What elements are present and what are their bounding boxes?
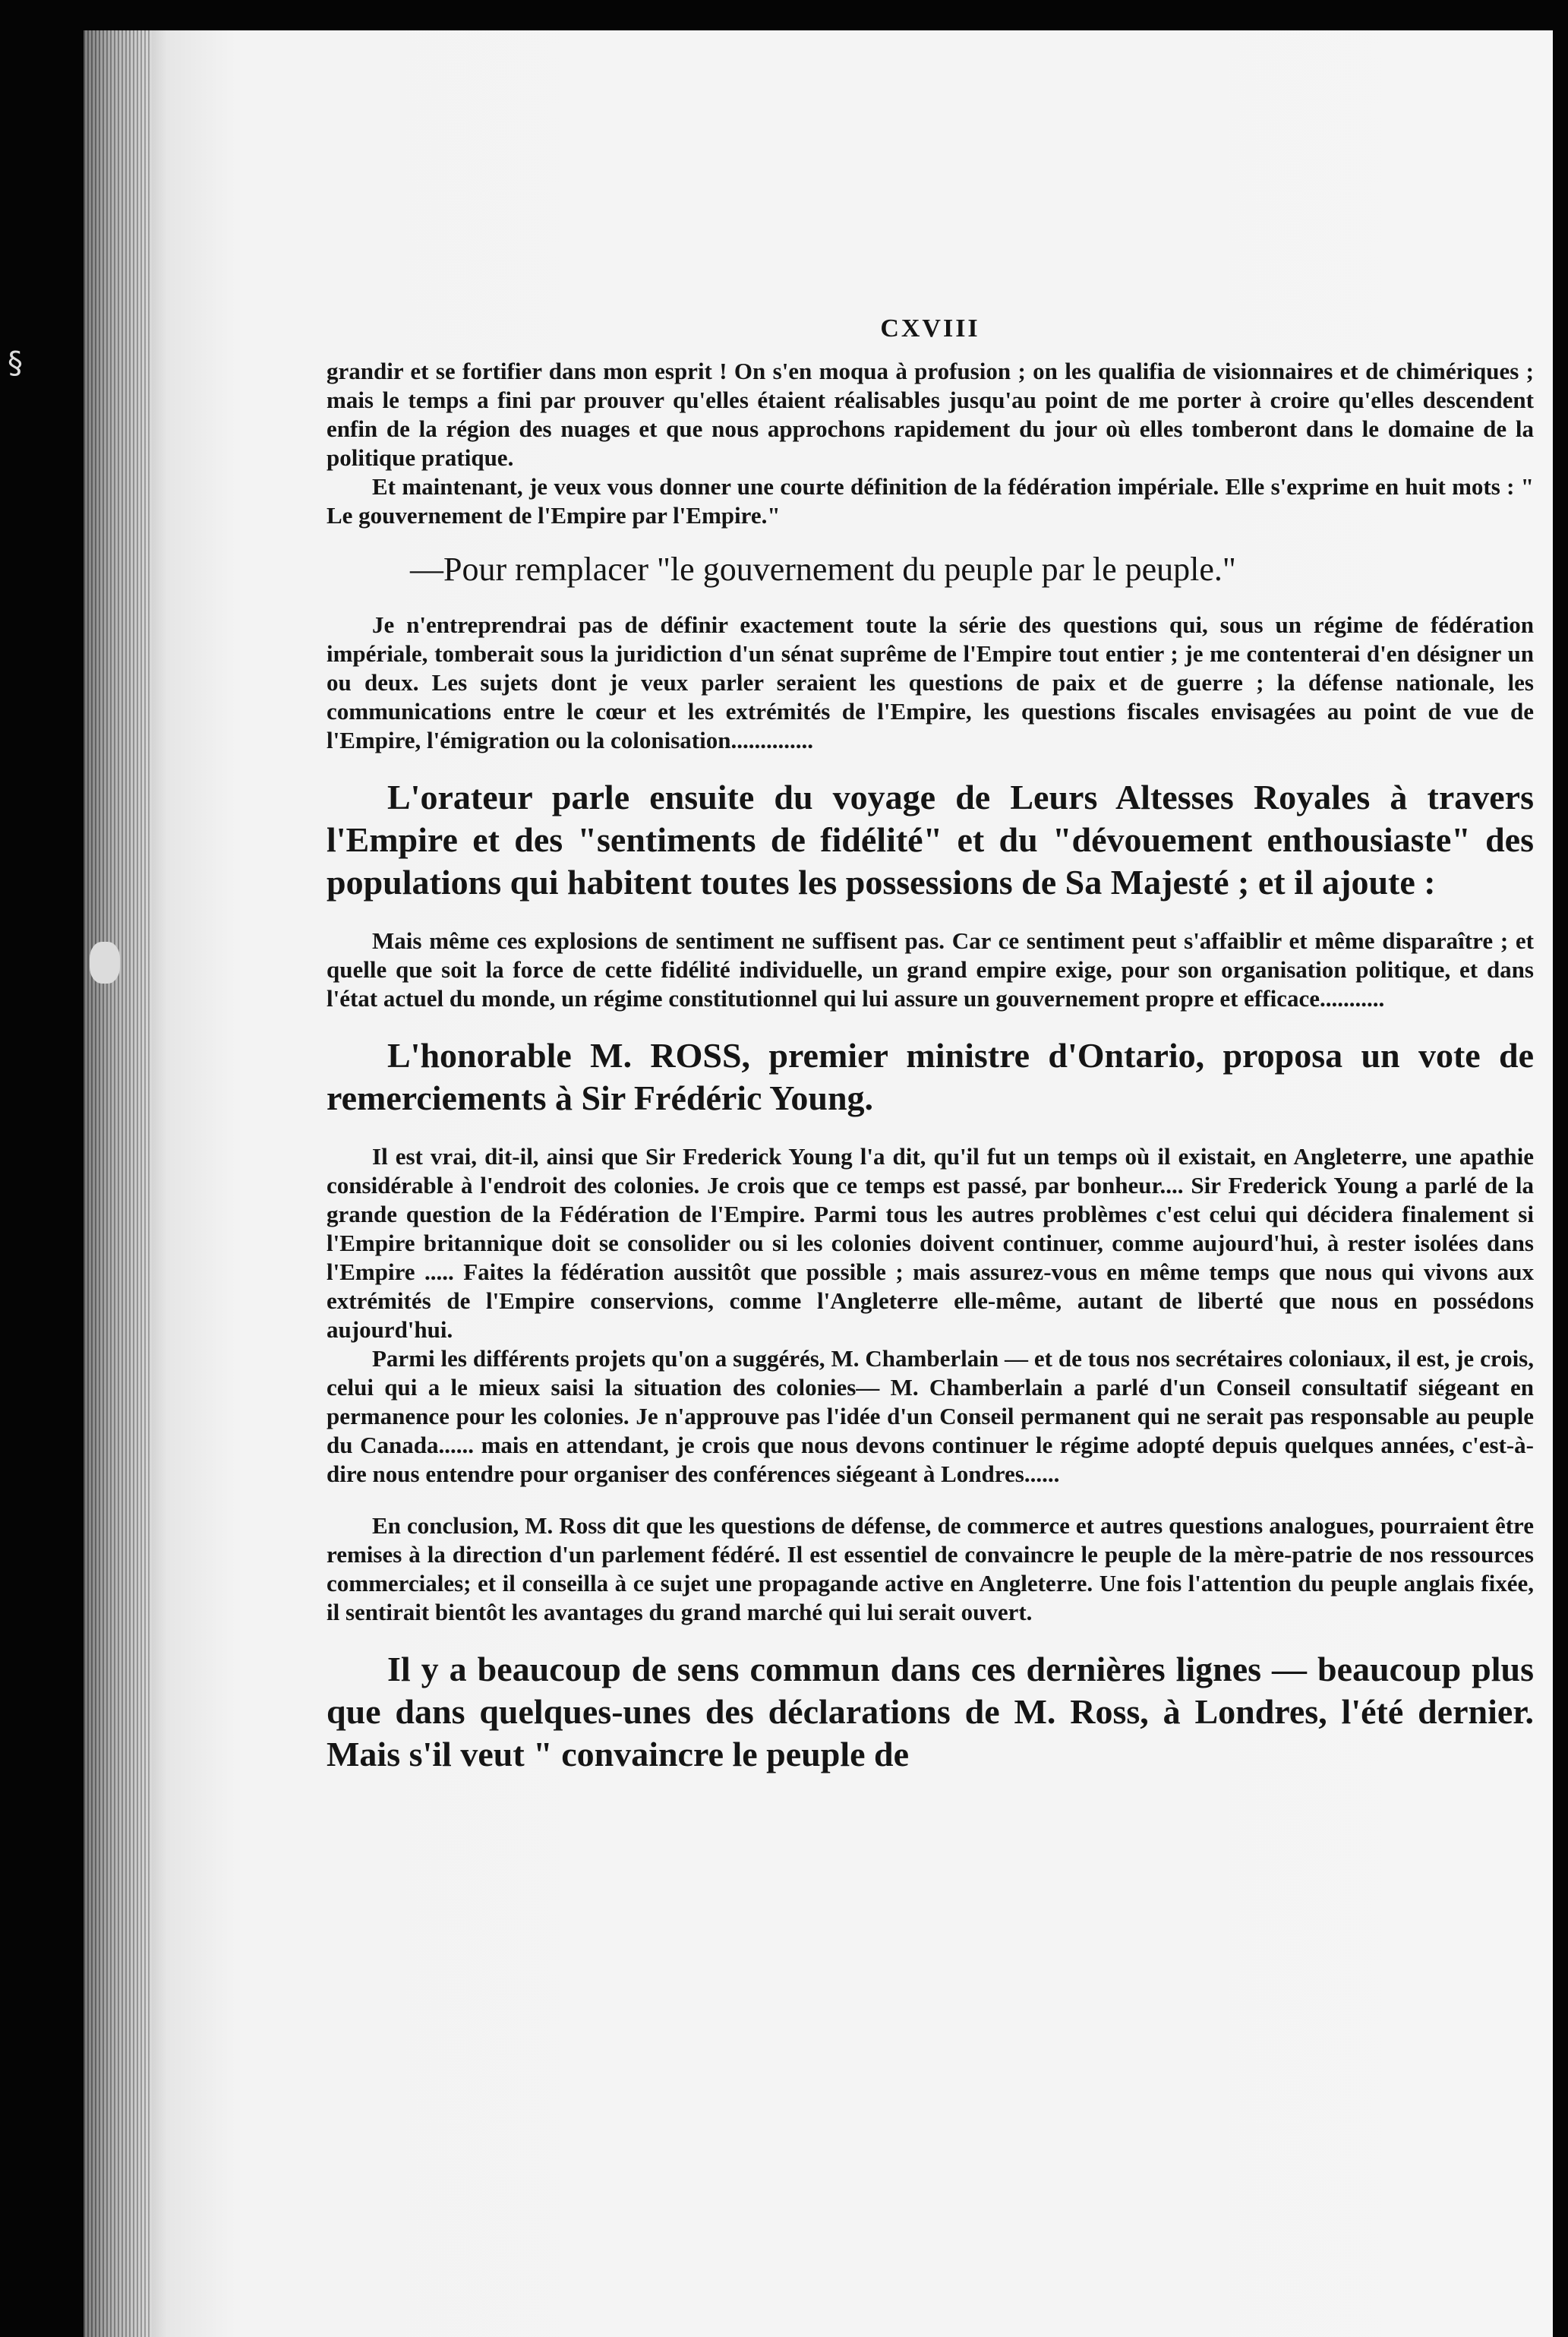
pull-quote: —Pour remplacer "le gouvernement du peuple par le peuple." [410, 551, 1236, 588]
paragraph-3: Je n'entreprendrai pas de définir exactement toute la série des questions qui, sous un régime de fédération impériale, tomberait sous la juridiction d'un sénat suprême de l'Empire tout entier ; je me contenterai d'en désigner un ou deux. Les sujets dont je veux parler seraient les questions de paix et de guerre ; la défense nationale, les communications entre le cœur et les extrémités de l'Empire, les questions fiscales envisagées au point de vue de l'Empire, l'émigration ou la colonisation.............. [327, 611, 1534, 753]
paper-blemish [90, 942, 120, 984]
paragraph-2: Et maintenant, je veux vous donner une courte définition de la fédération impériale. Elle s'exprime en huit mots : " Le gouvernement de l'Empire par l'Empire." [327, 473, 1534, 529]
paragraph-5: Il est vrai, dit-il, ainsi que Sir Frederick Young l'a dit, qu'il fut un temps où il existait, en Angleterre, une apathie considérable à l'endroit des colonies. Je crois que ce temps est passé, par bonheur.... Sir Frederick Young a parlé de la grande question de la Fédération de l'Empire. Parmi tous les autres problèmes c'est celui qui décidera finalement si l'Empire britannique doit se consolider ou si les colonies doivent continuer, comme aujourd'hui, à rester isolées dans l'Empire ..... Faites la fédération aussitôt que possible ; mais assurez-vous en même temps que nous qui vivons aux extrémités de l'Empire conservions, comme l'Angleterre elle-même, autant de liberté que nous en possédons aujourd'hui. [327, 1143, 1534, 1343]
scanned-page [84, 30, 1553, 2337]
commentary-1: L'orateur parle ensuite du voyage de Leurs Altesses Royales à travers l'Empire et des "sentiments de fidélité" et du "dévouement enthousiaste" des populations qui habitent toutes les possessions de Sa Majesté ; et il ajoute : [327, 778, 1534, 902]
commentary-3: Il y a beaucoup de sens commun dans ces dernières lignes — beaucoup plus que dans quelques-unes des déclarations de M. Ross, à Londres, l'été dernier. Mais s'il veut " convaincre le peuple de [327, 1650, 1534, 1773]
scan-artifact-mark: § [8, 346, 23, 381]
paragraph-7: En conclusion, M. Ross dit que les questions de défense, de commerce et autres questions analogues, pourraient être remises à la direction d'un parlement fédéré. Il est essentiel de convaincre le peuple de la mère-patrie de nos ressources commerciales; et il conseilla à ce sujet une propagande active en Angleterre. Une fois l'attention du peuple anglais fixée, il sentirait bientôt les avantages du grand marché qui lui serait ouvert. [327, 1512, 1534, 1625]
commentary-2: L'honorable M. ROSS, premier ministre d'Ontario, proposa un vote de remerciements à Sir Frédéric Young. [327, 1036, 1534, 1117]
paragraph-1: grandir et se fortifier dans mon esprit ! On s'en moqua à profusion ; on les qualifia de visionnaires et de chimériques ; mais le temps a fini par prouver qu'elles étaient réalisables jusqu'au point de me porter à croire qu'elles descendent enfin de la région des nuages et que nous approchons rapidement du jour où elles tomberont dans le domaine de la politique pratique. [327, 358, 1534, 471]
book-spine-shadow [84, 30, 152, 2337]
page-content [327, 281, 1534, 1799]
paragraph-6: Parmi les différents projets qu'on a suggérés, M. Chamberlain — et de tous nos secrétaires coloniaux, il est, je crois, celui qui a le mieux saisi la situation des colonies— M. Chamberlain a parlé d'un Conseil consultatif siégeant en permanence pour les colonies. Je n'approuve pas l'idée d'un Conseil permanent qui ne serait pas responsable au peuple du Canada...... mais en attendant, je crois que nous devons continuer le régime adopté depuis quelques années, c'est-à-dire nous entendre pour organiser des conférences siégeant à Londres...... [327, 1345, 1534, 1487]
paragraph-4: Mais même ces explosions de sentiment ne suffisent pas. Car ce sentiment peut s'affaiblir et même disparaître ; et quelle que soit la force de cette fidélité individuelle, un grand empire exige, pour son organisation politique, et dans l'état actuel du monde, un régime constitutionnel qui lui assure un gouvernement propre et efficace........... [327, 927, 1534, 1012]
page-number: CXVIII [880, 314, 980, 343]
